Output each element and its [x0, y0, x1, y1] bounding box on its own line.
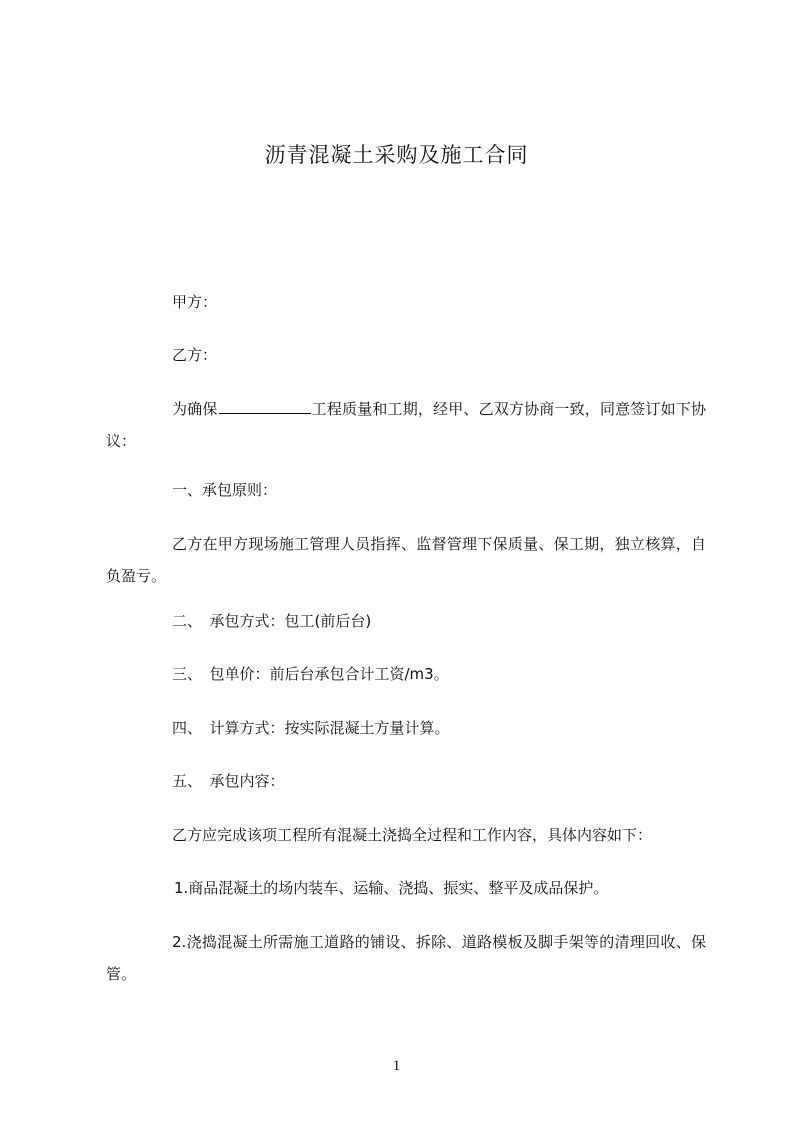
project-name-blank [219, 399, 311, 414]
section-5-intro: 乙方应完成该项工程所有混凝土浇捣全过程和工作内容，具体内容如下： [172, 826, 653, 844]
page-number: 1 [392, 1058, 401, 1074]
section-4-calculation-method: 四、 计算方式：按实际混凝土方量计算。 [172, 719, 450, 737]
intro-text-after-blank: 工程质量和工期，经甲、乙双方协商一致，同意签订如下协议： [106, 400, 706, 450]
party-a-label: 甲方： [172, 293, 218, 311]
intro-text-before-blank: 为确保 [172, 400, 218, 418]
document-title: 沥青混凝土采购及施工合同 [264, 143, 529, 167]
section-5-heading: 五、 承包内容： [172, 772, 285, 790]
party-b-label: 乙方： [172, 346, 218, 364]
section-2-contract-method: 二、 承包方式：包工(前后台) [172, 612, 372, 630]
intro-paragraph [106, 393, 706, 457]
section-5-item-2: 2.浇捣混凝土所需施工道路的铺设、拆除、道路模板及脚手架等的清理回收、保管。 [106, 933, 706, 983]
section-3-unit-price: 三、 包单价：前后台承包合计工资/m3。 [172, 665, 449, 683]
section-5-item-1: 1.商品混凝土的场内装车、运输、浇捣、振实、整平及成品保护。 [174, 879, 609, 897]
section-1-heading: 一、承包原则： [172, 481, 278, 499]
section-1-body: 乙方在甲方现场施工管理人员指挥、监督管理下保质量、保工期，独立核算，自负盈亏。 [106, 535, 706, 585]
